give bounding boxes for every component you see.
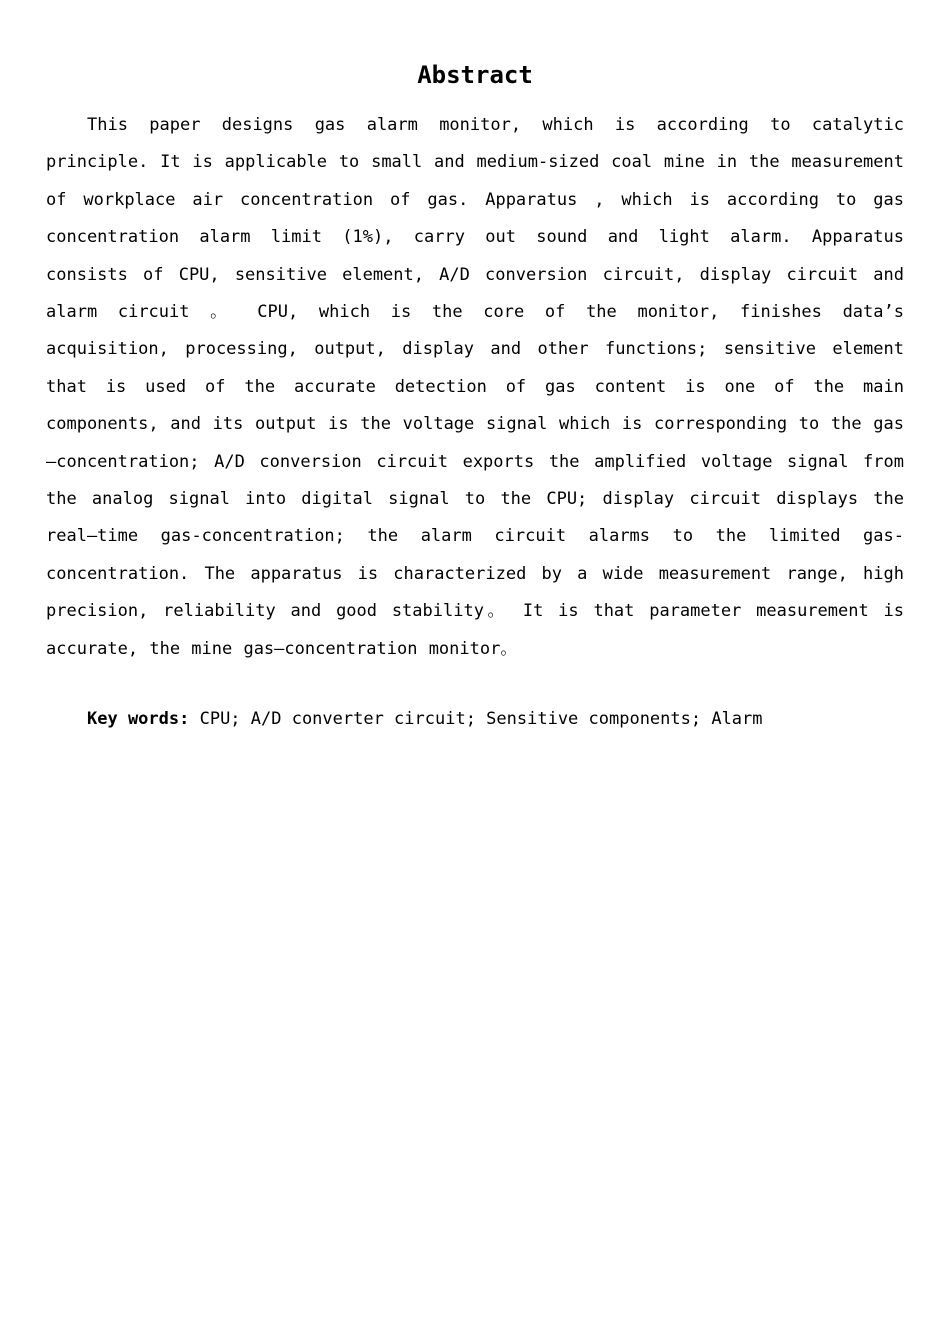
keywords-line [87, 704, 904, 734]
abstract-body-paragraph: This paper designs gas alarm monitor, which is according to catalytic principle. It is applicable to small and medium-sized coal mine in the measurement of workplace air concentration of gas. Apparatus , which is according to gas concentration alarm limit (1%), carry out sound and light alarm. Apparatus consists of CPU, sensitive element, A/D conversion circuit, display circuit and alarm circuit 。 CPU, which is the core of the monitor, finishes data’s acquisition, processing, output, display and other functions; sensitive element that is used of the accurate detection of gas content is one of the main components, and its output is the voltage signal which is corresponding to the gas—concentration; A/D conversion circuit exports the amplified voltage signal from the analog signal into digital signal to the CPU; display circuit displays the real—time gas-concentration; the alarm circuit alarms to the limited gas-concentration. The apparatus is characterized by a wide measurement range, high precision, reliability and good stability。 It is that parameter measurement is accurate, the mine gas—concentration monitor。 [46, 115, 904, 659]
abstract-title: Abstract [417, 61, 533, 89]
keywords-label: Key words: [87, 709, 190, 729]
keywords-text: CPU; A/D converter circuit; Sensitive components; Alarm [189, 709, 763, 729]
